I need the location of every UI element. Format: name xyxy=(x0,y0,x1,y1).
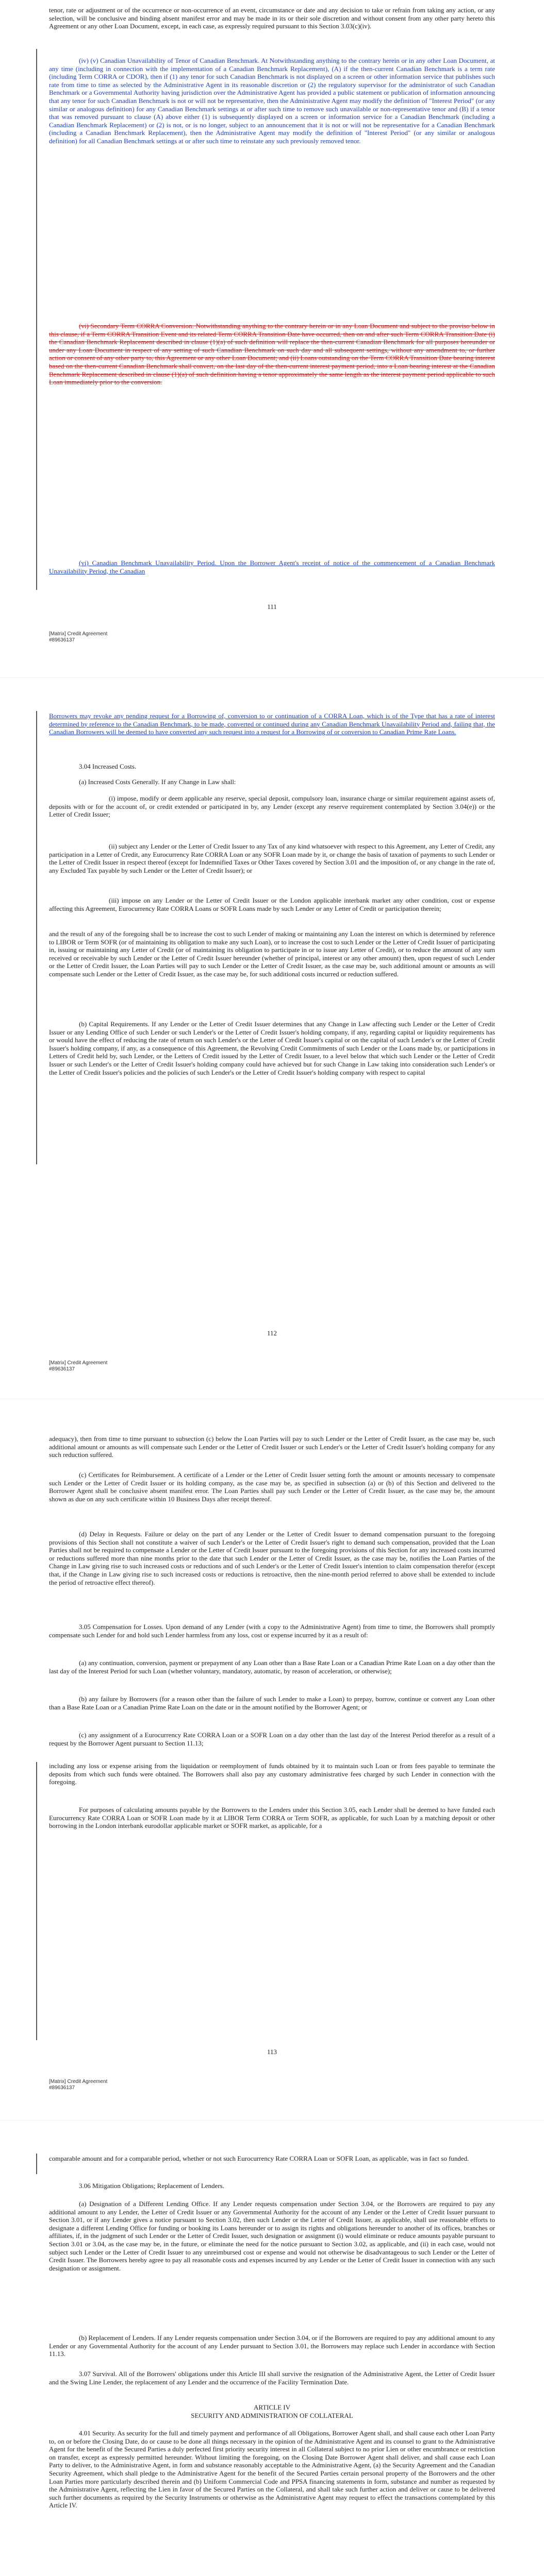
page-113 xyxy=(0,1401,544,2117)
section-heading: 3.06 Mitigation Obligations; Replacement of Lenders. xyxy=(79,2182,224,2190)
paragraph: (b) any failure by Borrowers (for a reason other than the failure of such Lender to make a Loan) to prepay, borrow, continue or convert any Loan other than a Base Rate Loan or a Canadian Prime Rate Loan on the date or in the amount notified by the Borrower Agent; or xyxy=(49,1695,495,1711)
footer xyxy=(49,2079,107,2091)
paragraph xyxy=(49,57,495,145)
footer-line: [Matrix] Credit Agreement xyxy=(49,2079,108,2084)
page-number: 111 xyxy=(267,603,277,611)
footer-line: [Matrix] Credit Agreement xyxy=(49,1360,108,1366)
paragraph: including any loss or expense arising from the liquidation or reemployment of funds obtained by it to maintain such Loan or from fees payable to terminate the deposits from which such funds were obtained. The Borrowers shall also pay any customary administrative fees charged by such Lender in connection with the foregoing. xyxy=(49,1762,495,1786)
page-divider xyxy=(0,2120,544,2121)
paragraph: 3.07 Survival. All of the Borrowers' obligations under this Article III shall survive the resignation of the Administrative Agent, the Letter of Credit Issuer and the Swing Line Lender, the replacement of any Lender and the occurrence of the Facility Termination Date. xyxy=(49,2370,495,2386)
paragraph: tenor, rate or adjustment or of the occurrence or non-occurrence of an event, circumstance or date and any decision to take or refrain from taking any action, or any selection, will be conclusive and binding absent manifest error and may be made in its or their sole discretion and without consent from any other party hereto this Agreement or any other Loan Document, except, in each case, as expressly required pursuant to this Section 3.03(c)(iv). xyxy=(49,6,495,30)
article-heading: ARTICLE IV xyxy=(253,2403,291,2411)
page-number: 112 xyxy=(267,1329,277,1337)
paragraph: (c) any assignment of a Eurocurrency Rate CORRA Loan or a SOFR Loan on a day other than the last day of the Interest Period therefor as a result of a request by the Borrower Agent pursuant to Section 11.13; xyxy=(49,1731,495,1747)
paragraph: comparable amount and for a comparable period, whether or not such Eurocurrency Rate CORRA Loan or SOFR Loan, as applicable, was in fact so funded. xyxy=(49,2155,469,2162)
paragraph: (b) Replacement of Lenders. If any Lender requests compensation under Section 3.04, or if the Borrowers are required to pay any additional amount to any Lender or any Governmental Authority for the account of any Lender pursuant to Section 3.01, the Borrowers may replace such Lender in accordance with Section 11.13. xyxy=(49,2334,495,2358)
paragraph: adequacy), then from time to time pursuant to subsection (c) below the Loan Parties will pay to such Lender or the Letter of Credit Issuer, as the case may be, such additional amount or amounts as will compensate such Lender or the Letter of Credit Issuer or such Lender's or the Letter of Credit Issuer's holding company for any such reduction suffered. xyxy=(49,1435,495,1459)
paragraph: (c) Certificates for Reimbursement. A certificate of a Lender or the Letter of Credit Issuer setting forth the amount or amounts necessary to compensate such Lender or the Letter of Credit Issuer or its holding company, as the case may be, as specified in subsection (a) or (b) of this Section and delivered to the Borrower Agent shall be conclusive absent manifest error. The Loan Parties shall pay such Lender or the Letter of Credit Issuer, as the case may be, the amount shown as due on any such certificate within 10 Business Days after receipt thereof. xyxy=(49,1471,495,1503)
paragraph: (a) Designation of a Different Lending Office. If any Lender requests compensation under Section 3.04, or the Borrowers are required to pay any additional amount to any Lender, the Letter of Credit Issuer or any Governmental Authority for the account of any Lender or the Letter of Credit Issuer pursuant to Section 3.01, or if any Lender gives a notice pursuant to Section 3.02, then such Lender or the Letter of Credit Issuer, as applicable, shall use reasonable efforts to designate a different Lending Office for funding or booking its Loans hereunder or to assign its rights and obligations hereunder to another of its offices, branches or affiliates, if, in the judgment of such Lender or the Letter of Credit Issuer, such designation or assignment (i) would eliminate or reduce amounts payable pursuant to Section 3.01 or 3.04, as the case may be, in the future, or eliminate the need for the notice pursuant to Section 3.02, as applicable, and (ii) in each case, would not subject such Lender or the Letter of Credit Issuer to any unreimbursed cost or expense and would not otherwise be disadvantageous to such Lender or the Letter of Credit Issuer. The Borrowers hereby agree to pay all reasonable costs and expenses incurred by any Lender or the Letter of Credit Issuer in connection with any such designation or assignment. xyxy=(49,2200,495,2272)
paragraph: (ii) subject any Lender or the Letter of Credit Issuer to any Tax of any kind whatsoever with respect to this Agreement, any Letter of Credit, any participation in a Letter of Credit, any Eurocurrency Rate CORRA Loan or any SOFR Loan made by it, or change the basis of taxation of payments to such Lender or the Letter of Credit Issuer in respect thereof (except for Indemnified Taxes or Other Taxes covered by Section 3.01 and the imposition of, or any change in the rate of, any Excluded Tax payable by such Lender or the Letter of Credit Issuer); or xyxy=(49,842,496,874)
paragraph: (a) Increased Costs Generally. If any Change in Law shall: xyxy=(79,778,236,786)
change-bar xyxy=(36,711,37,1164)
paragraph: (b) Capital Requirements. If any Lender or the Letter of Credit Issuer determines that any Change in Law affecting such Lender or the Letter of Credit Issuer or any Lending Office of such Lender or such Lender's or the Letter of Credit Issuer's holding company, if any, regarding capital or liquidity requirements has or would have the effect of reducing the rate of return on such Lender's or the Letter of Credit Issuer's capital or on the capital of such Lender's or the Letter of Credit Issuer's holding company, if any, as a consequence of this Agreement, the Revolving Credit Commitments of such Lender or the Loans made by, or participations in Letters of Credit held by, such Lender, or the Letters of Credit issued by the Letter of Credit Issuer, to a level below that which such Lender or the Letter of Credit Issuer or such Lender's or the Letter of Credit Issuer's holding company could have achieved but for such Change in Law taking into consideration such Lender's or the Letter of Credit Issuer's policies and the policies of such Lender's or the Letter of Credit Issuer's holding company with respect to capital xyxy=(49,1020,495,1076)
page-divider xyxy=(0,677,544,678)
paragraph: Borrowers may revoke any pending request for a Borrowing of, conversion to or continuation of a CORRA Loan, which is of the Type that has a rate of interest determined by reference to the Canadian Benchmark, to be made, converted or continued during any Canadian Benchmark Unavailability Period and, failing that, the Canadian Borrowers will be deemed to have converted any such request into a request for a Borrowing of or conversion to Canadian Prime Rate Loans. xyxy=(49,712,495,736)
change-bar xyxy=(36,2154,37,2174)
page-114 xyxy=(0,2123,544,2576)
footer-line: [Matrix] Credit Agreement xyxy=(49,631,108,637)
paragraph: (a) any continuation, conversion, payment or prepayment of any Loan other than a Base Rate Loan or a Canadian Prime Rate Loan on a day other than the last day of the Interest Period for such Loan (whether voluntary, mandatory, automatic, by reason of acceleration, or otherwise); xyxy=(49,1659,495,1675)
page-112 xyxy=(0,680,544,1396)
paragraph: (d) Delay in Requests. Failure or delay on the part of any Lender or the Letter of Credit Issuer to demand compensation pursuant to the foregoing provisions of this Section shall not constitute a waiver of such Lender's or the Letter of Credit Issuer's right to demand such compensation, provided that the Loan Parties shall not be required to compensate a Lender or the Letter of Credit Issuer pursuant to the foregoing provisions of this Section for any increased costs incurred or reductions suffered more than nine months prior to the date that such Lender or the Letter of Credit Issuer, as the case may be, notifies the Loan Parties of the Change in Law giving rise to such increased costs or reductions and of such Lender's or the Letter of Credit Issuer's intention to claim compensation therefor (except that, if the Change in Law giving rise to such increased costs or reductions is retroactive, then the nine-month period referred to above shall be extended to include the period of retroactive effect thereof). xyxy=(49,1530,495,1586)
footer xyxy=(49,631,107,643)
footer-line: #89636137 xyxy=(49,637,75,643)
article-title: SECURITY AND ADMINISTRATION OF COLLATERAL xyxy=(191,2412,353,2419)
paragraph: and the result of any of the foregoing shall be to increase the cost to such Lender of making or maintaining any Loan the interest on which is determined by reference to LIBOR or Term SOFR (or of maintaining its obligation to make any such Loan), or to increase the cost to such Lender or the Letter of Credit Issuer of participating in, issuing or maintaining any Letter of Credit (or of maintaining its obligation to participate in or to issue any Letter of Credit), or to reduce the amount of any sum received or receivable by such Lender or the Letter of Credit Issuer hereunder (whether of principal, interest or any other amount) then, upon request of such Lender or the Letter of Credit Issuer, the Loan Parties will pay to such Lender or the Letter of Credit Issuer, as the case may be, such additional amount or amounts as will compensate such Lender or the Letter of Credit Issuer, as the case may be, for such additional costs incurred or reduction suffered. xyxy=(49,930,495,978)
paragraph: (i) impose, modify or deem applicable any reserve, special deposit, compulsory loan, insurance charge or similar requirement against assets of, deposits with or for the account of, or credit extended or participated in by, any Lender (except any reserve requirement contemplated by Section 3.04(e)) or the Letter of Credit Issuer; xyxy=(49,794,495,819)
paragraph: 3.05 Compensation for Losses. Upon demand of any Lender (with a copy to the Administrative Agent) from time to time, the Borrowers shall promptly compensate such Lender for and hold such Lender harmless from any loss, cost or expense incurred by it as a result of: xyxy=(49,1623,495,1639)
paragraph: 4.01 Security. As security for the full and timely payment and performance of all Obligations, Borrower Agent shall, and shall cause each other Loan Party to, on or before the Closing Date, do or cause to be done all things necessary in the opinion of the Administrative Agent and its counsel to grant to the Administrative Agent for the benefit of the Secured Parties a duly perfected first priority security interest in all Collateral subject to no prior Lien or other encumbrance or restriction on transfer, except as expressly permitted hereunder. Without limiting the foregoing, on the Closing Date Borrower Agent shall deliver, and shall cause each Loan Party to deliver, to the Administrative Agent, in form and substance reasonably acceptable to the Administrative Agent, (a) the Security Agreement and the Canadian Security Agreement, which shall pledge to the Administrative Agent for the benefit of the Secured Parties certain personal property of the Borrowers and the other Loan Parties more particularly described therein and (b) Uniform Commercial Code and PPSA financing statements in form, substance and number as requested by the Administrative Agent, reflecting the Lien in favor of the Secured Parties on the Collateral, and shall take such further action and deliver or cause to be delivered such further documents as required by the Security Instruments or otherwise as the Administrative Agent may request to effect the transactions contemplated by this Article IV. xyxy=(49,2429,495,2510)
paragraph-text: (iv) (v) Canadian Unavailability of Tenor of Canadian Benchmark. At Notwithstanding anything to the contrary herein or in any other Loan Document, at any time (including in connection with the implementation of a Canadian Benchmark Replacement), (A) if the then-current Canadian Benchmark is a term rate (including Term CORRA or CDOR), then if (1) any tenor for such Canadian Benchmark is not displayed on a screen or other information service that publishes such rate from time to time as selected by the Administrative Agent in its reasonable discretion or (2) the regulatory supervisor for the administrator of such Canadian Benchmark or a Governmental Authority having jurisdiction over the Administrative Agent has provided a public statement or publication of information announcing that any tenor for such Canadian Benchmark is not or will not be representative, then the Administrative Agent may modify the definition of "Interest Period" (or any similar or analogous definition) for any Canadian Benchmark settings at or after such time to remove such unavailable or non-representative tenor and (B) if a tenor that was removed pursuant to clause (A) above either (1) is subsequently displayed on a screen or information service for a Canadian Benchmark (including a Canadian Benchmark Replacement) or (2) is not, or is no longer, subject to an announcement that it is not or will not be representative for a Canadian Benchmark (including a Canadian Benchmark Replacement), then the Administrative Agent may modify the definition of "Interest Period" (or any similar or analogous definition) for all Canadian Benchmark settings at or after such time to reinstate any such previously removed tenor. xyxy=(49,57,495,145)
page-number: 113 xyxy=(267,2048,277,2056)
paragraph: (vi) Canadian Benchmark Unavailability Period. Upon the Borrower Agent's receipt of notice of the commencement of a Canadian Benchmark Unavailability Period, the Canadian xyxy=(49,559,495,575)
footer-line: #89636137 xyxy=(49,1366,75,1372)
change-bar xyxy=(36,1762,37,2040)
change-bar xyxy=(36,49,37,590)
paragraph-deleted: (vi) Secondary Term CORRA Conversion. Notwithstanding anything to the contrary herein or in any Loan Document and subject to the proviso below in this clause, if a Term CORRA Transition Event and its related Term CORRA Transition Date have occurred, then on and after such Term CORRA Transition Date (i) the Canadian Benchmark Replacement described in clause (1)(a) of such definition will replace the then-current Canadian Benchmark for all purposes hereunder or under any Loan Document in respect of any setting of such Canadian Benchmark on such day and all subsequent settings, without any amendment to, or further action or consent of any other party to, this Agreement or any other Loan Document; and (ii) Loans outstanding on the Term CORRA Transition Date bearing interest based on the then-current Canadian Benchmark shall convert, on the last day of the then-current interest payment period, into a Loan bearing interest at the Canadian Benchmark Replacement described in clause (1)(a) of such definition having a tenor approximately the same length as the interest payment period applicable to such Loan immediately prior to the conversion. xyxy=(49,322,495,386)
footer-line: #89636137 xyxy=(49,2085,75,2091)
section-heading: 3.04 Increased Costs. xyxy=(79,762,137,770)
paragraph: For purposes of calculating amounts payable by the Borrowers to the Lenders under this Section 3.05, each Lender shall be deemed to have funded each Eurocurrency Rate CORRA Loan or SOFR Loan made by it at LIBOR Term CORRA or Term SOFR, as applicable, for such Loan by a matching deposit or other borrowing in the London interbank eurodollar applicable market or SOFR market, as applicable, for a xyxy=(49,1806,495,1830)
page-111 xyxy=(0,0,544,675)
footer xyxy=(49,1360,107,1372)
paragraph: (iii) impose on any Lender or the Letter of Credit Issuer or the London applicable interbank market any other condition, cost or expense affecting this Agreement, Eurocurrency Rate CORRA Loans or SOFR Loans made by such Lender or any Letter of Credit or participation therein; xyxy=(49,896,495,912)
